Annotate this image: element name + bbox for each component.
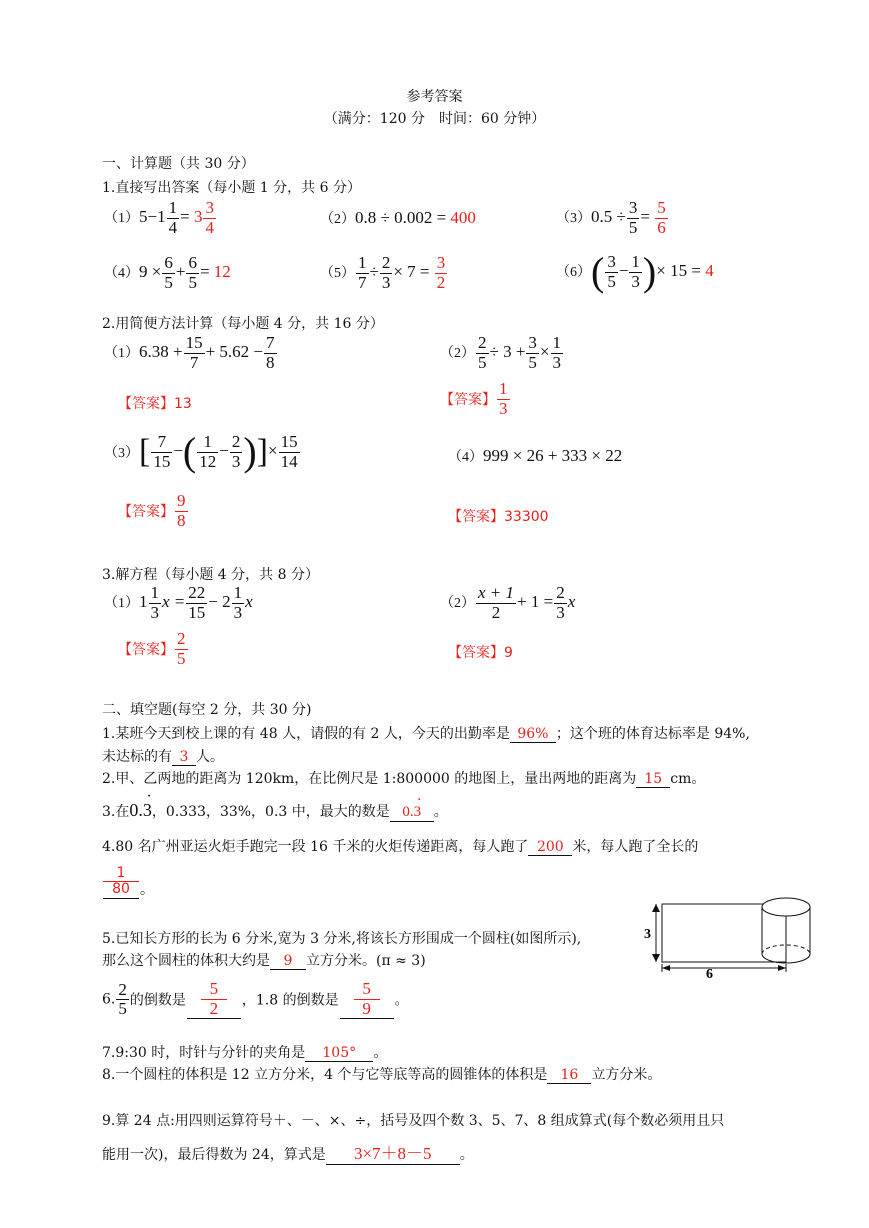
fill-2: 2.甲、乙两地的距离为 120km，在比例尺是 1:800000 的地图上，量出两地的距离为 15 cm。 (102, 771, 706, 787)
answer-3-2: 【答案】9 (448, 645, 513, 661)
fill-5-line1: 5.已知长方形的长为 6 分米,宽为 3 分米,将该长方形围成一个圆柱(如图所示), (102, 931, 582, 947)
sec2-heading: 2.用简便方法计算（每小题 4 分，共 16 分） (102, 316, 384, 332)
q1-2: （2）0.8 ÷ 0.002 = 400 (320, 208, 476, 227)
q2-2: （2） $\frac{2}{5}$ ÷ 3 + $\frac{3}{5}$ × $\frac{1}{3}$ (440, 333, 562, 372)
fill-5-line2: 那么这个圆柱的体积大约是 9 立方分米。(π ≈ 3) (102, 953, 426, 969)
sec3-heading: 3.解方程（每小题 4 分，共 8 分） (102, 567, 319, 583)
answer-2-3: 【答案】 $\frac{9}{8}$ (118, 491, 186, 530)
fill-9-line2: 能用一次)，最后得数为 24，算式是 3×7＋8－5 。 (102, 1139, 474, 1165)
answer: 12 (213, 262, 231, 282)
q1-6: （6）( $\frac{3}{5}$ − $\frac{1}{3}$ )× 15 = 4 (556, 249, 714, 294)
q2-3: （3）[ $\frac{7}{15}$ −( $\frac{1}{12}$ − $\frac{2}{3}$ )]× $\frac{15}{14}$ (104, 429, 298, 474)
page-title: 参考答案 (406, 89, 463, 105)
fill-7: 7.9:30 时，时针与分针的夹角是 105° 。 (102, 1045, 388, 1061)
fig-width-label: 6 (706, 967, 713, 982)
fill-3: 3.在0.3 · ，0.333，33%，0.3 中，最大的数是 0.3 · 。 (102, 788, 448, 820)
fill-9-line1: 9.算 24 点:用四则运算符号＋、－、×、÷，括号及四个数 3、5、7、8 组成算式(每个数必须用且只 (102, 1113, 725, 1129)
part2-heading: 二、填空题(每空 2 分，共 30 分) (102, 702, 312, 718)
answer-2-4: 【答案】33300 (448, 509, 549, 525)
q2-1: （1）6.38 + $\frac{15}{7}$ + 5.62 − $\frac{7}{8}$ (104, 333, 275, 372)
answer: $\frac{5}{6}$ (657, 198, 666, 237)
q2-4: （4）999 × 26 + 333 × 22 (448, 446, 623, 465)
answer: 3 $\frac{3}{4}$ (193, 198, 214, 237)
fill-6: 6. $\frac{2}{5}$ 的倒数是 $\frac{5}{2}$ ，1.8 的倒数是 $\frac{5}{9}$ 。 (102, 979, 409, 1019)
fill-1-line2: 未达标的有 3 人。 (102, 749, 224, 765)
fig-height-label: 3 (644, 927, 651, 942)
fill-4: 4.80 名广州亚运火炬手跑完一段 16 千米的火炬传递距离，每人跑了 200 米，每人跑了全长的 (102, 839, 699, 855)
answer: $\frac{3}{2}$ (436, 253, 446, 292)
fill-8: 8.一个圆柱的体积是 12 立方分米，4 个与它等底等高的圆锥体的体积是 16 立方分米。 (102, 1067, 662, 1083)
fill-1-line1: 1.某班今天到校上课的有 48 人，请假的有 2 人，今天的出勤率是 96% ；这个班的体育达标率是 94%, (102, 726, 750, 742)
sec1-heading: 1.直接写出答案（每小题 1 分，共 6 分） (102, 180, 361, 196)
q1-5: （5） $\frac{1}{7}$ ÷ $\frac{2}{3}$ × 7 = $\frac{3}{2}$ (320, 253, 446, 292)
q3-1: （1）1 $\frac{1}{3}$ x = $\frac{22}{15}$ − 2 $\frac{1}{3}$ x (104, 583, 253, 622)
fill-4-answer: $\frac{1}{80}$ 。 (102, 866, 154, 899)
q1-1: （1）5−1 $\frac{1}{4}$ = 3 $\frac{3}{4}$ (104, 199, 217, 237)
answer-2-2: 【答案】 $\frac{1}{3}$ (440, 379, 508, 418)
page-subtitle: （满分：120 分 时间：60 分钟） (323, 111, 546, 127)
part1-heading: 一、计算题（共 30 分） (102, 156, 255, 172)
q1-4: （4）9 × $\frac{6}{5}$ + $\frac{6}{5}$ = 12 (104, 253, 231, 292)
answer: 400 (450, 208, 476, 227)
q1-3: （3）0.5 ÷ $\frac{3}{5}$ = $\frac{5}{6}$ (556, 198, 666, 237)
cylinder-figure (640, 892, 820, 982)
answer-2-1: 【答案】13 (118, 396, 192, 412)
answer-3-1: 【答案】 $\frac{2}{5}$ (118, 629, 186, 668)
answer: 4 (705, 260, 714, 280)
q3-2: （2） $\frac{x + 1}{2}$ + 1 = $\frac{2}{3}$ x (440, 583, 576, 622)
